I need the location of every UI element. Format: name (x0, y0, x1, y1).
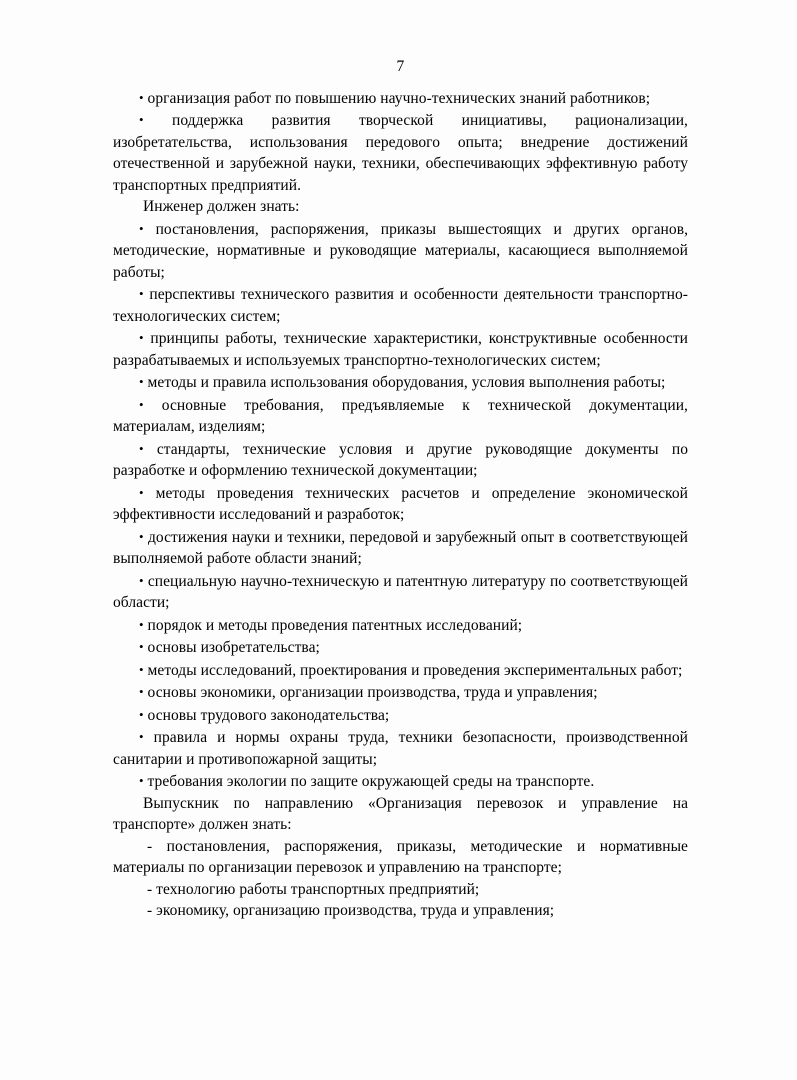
paragraph-text: методы проведения технических расчетов и определение экономической эффективности исследований и разработок; (113, 484, 688, 524)
paragraph-text: технологию работы транспортных предприятий; (156, 880, 480, 898)
paragraph-text: специальную научно-техническую и патентную литературу по соответствующей области; (113, 572, 688, 612)
bullet-marker: • (139, 440, 144, 456)
paragraph-text: основы трудового законодательства; (147, 706, 390, 724)
bullet-marker: • (139, 616, 144, 632)
page-number: 7 (396, 58, 405, 75)
page-content (113, 58, 688, 922)
paragraph-text: основы экономики, организации производства, труда и управления; (147, 684, 598, 702)
dash-marker: - (147, 880, 153, 898)
paragraph-bullet-11 (113, 570, 688, 614)
bullet-marker: • (139, 528, 144, 544)
bullet-marker: • (139, 572, 144, 588)
bullet-marker: • (139, 729, 144, 745)
paragraph-bullet-5 (113, 327, 688, 371)
paragraph-bullet-6 (113, 371, 688, 394)
paragraph-bullet-7 (113, 394, 688, 438)
paragraph-text: основные требования, предъявляемые к технической документации, материалам, изделиям; (113, 396, 688, 436)
paragraph-text: постановления, распоряжения, приказы, методические и нормативные материалы по организации перевозок и управлению на транспорте; (113, 837, 688, 877)
paragraph-text: принципы работы, технические характеристики, конструктивные особенности разрабатываемых и используемых транспортно-технологических систем; (113, 330, 688, 369)
paragraph-text: порядок и методы проведения патентных исследований; (147, 616, 523, 634)
paragraph-text: постановления, распоряжения, приказы вышестоящих и других органов, методические, нормативные и руководящие материалы, касающиеся выполняемой работы; (113, 220, 688, 281)
bullet-marker: • (139, 484, 144, 500)
paragraph-dash-2 (113, 879, 688, 901)
paragraph-dash-1 (113, 836, 688, 879)
bullet-marker: • (139, 661, 144, 677)
paragraph-dash-3 (113, 900, 688, 922)
paragraph-bullet-3 (113, 218, 688, 284)
paragraph-text: правила и нормы охраны труда, техники безопасности, производственной санитарии и противопожарной защиты; (113, 729, 688, 768)
paragraph-text: основы изобретательства; (147, 639, 320, 657)
bullet-marker: • (139, 706, 144, 722)
bullet-marker: • (139, 89, 144, 105)
paragraph-lead-engineer (113, 196, 688, 218)
dash-marker: - (147, 837, 153, 855)
paragraph-text: стандарты, технические условия и другие руководящие документы по разработке и оформлению технической документации; (113, 440, 688, 480)
dash-marker: - (147, 902, 153, 920)
paragraph-text: методы исследований, проектирования и проведения экспериментальных работ; (147, 661, 683, 679)
bullet-marker: • (139, 112, 144, 128)
paragraph-bullet-4 (113, 283, 688, 327)
paragraph-bullet-9 (113, 482, 688, 526)
bullet-marker: • (139, 220, 144, 236)
paragraph-text: Инженер должен знать: (143, 198, 300, 216)
paragraph-bullet-15 (113, 681, 688, 704)
paragraph-text: поддержка развития творческой инициативы, рационализации, изобретательства, использования передового опыта; внедрение достижений отечественной и зарубежной науки, техники, обеспечивающих эффективную работу транспортных предприятий. (113, 112, 688, 194)
paragraph-bullet-13 (113, 636, 688, 659)
bullet-marker: • (139, 773, 144, 789)
paragraph-bullet-14 (113, 659, 688, 682)
paragraph-text: Выпускник по направлению «Организация перевозок и управление на транспорте» должен знать: (113, 794, 688, 834)
paragraph-text: перспективы технического развития и особенности деятельности транспортно-технологических систем; (113, 286, 688, 325)
bullet-marker: • (139, 396, 144, 412)
paragraph-text: методы и правила использования оборудования, условия выполнения работы; (147, 374, 666, 392)
paragraph-bullet-2 (113, 109, 688, 196)
paragraph-text: организация работ по повышению научно-технических знаний работников; (147, 89, 651, 107)
paragraph-lead-graduate (113, 793, 688, 836)
paragraph-bullet-12 (113, 614, 688, 637)
paragraph-bullet-17 (113, 726, 688, 770)
bullet-marker: • (139, 639, 144, 655)
paragraph-text: экономику, организацию производства, труда и управления; (156, 902, 555, 920)
paragraph-text: достижения науки и техники, передовой и зарубежный опыт в соответствующей выполняемой работе области знаний; (113, 528, 688, 568)
paragraph-bullet-10 (113, 526, 688, 570)
bullet-marker: • (139, 330, 144, 346)
paragraph-bullet-1 (113, 87, 688, 110)
paragraph-bullet-16 (113, 704, 688, 727)
bullet-marker: • (139, 374, 144, 390)
bullet-marker: • (139, 684, 144, 700)
paragraph-bullet-18 (113, 770, 688, 793)
bullet-marker: • (139, 286, 144, 302)
paragraph-text: требования экологии по защите окружающей среды на транспорте. (147, 773, 595, 791)
paragraph-bullet-8 (113, 438, 688, 482)
